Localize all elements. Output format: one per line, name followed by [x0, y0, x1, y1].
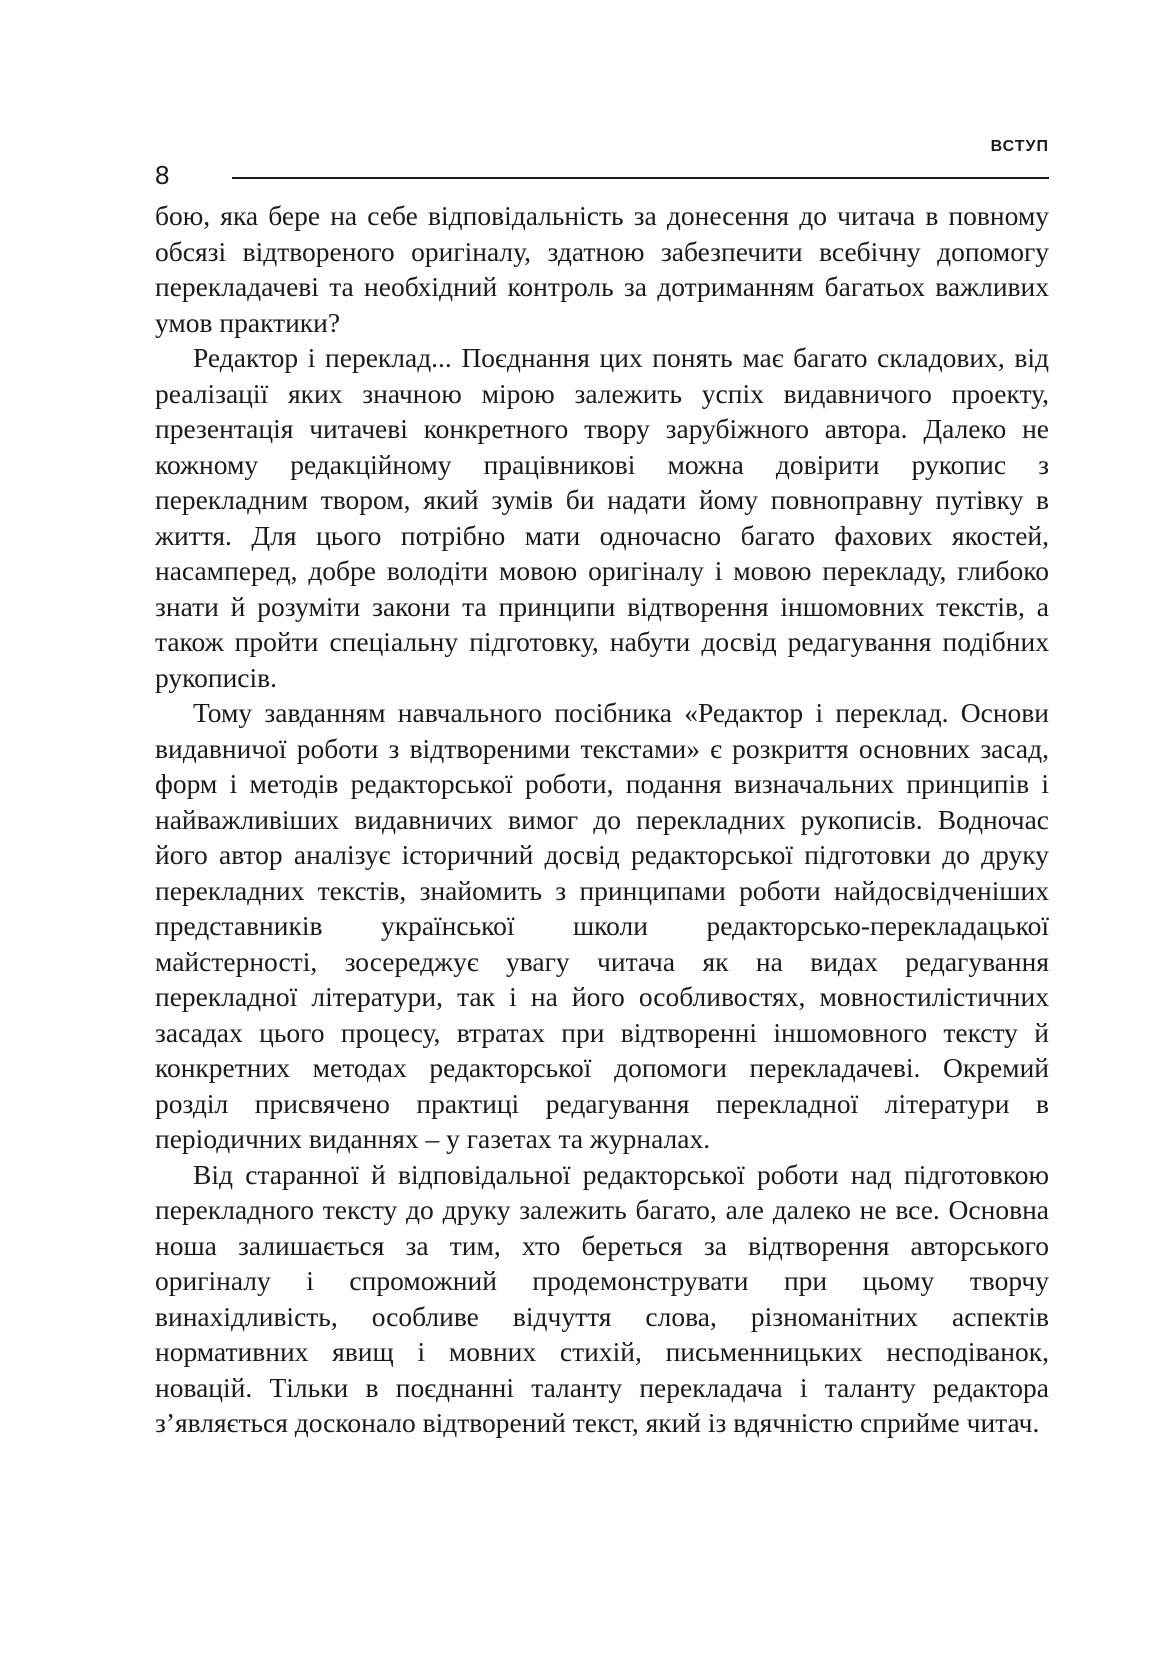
paragraph: Тому завданням навчального посібника «Редактор і переклад. Основи видавничої роботи з відтвореними текстами» є розкриття основних засад, форм і методів редакторської роботи, подання визначальних принципів і найважливіших видавничих вимог до перекладних рукописів. Водночас його автор аналізує історичний досвід редакторської підготовки до друку перекладних текстів, знайомить з принципами роботи найдосвідченіших представників української школи редакторсько-перекладацької майстерності, зосереджує увагу читача як на видах редагування перекладної літератури, так і на його особливостях, мовностилістичних засадах цього процесу, втратах при відтворенні іншомовного тексту й конкретних методах редакторської допомоги перекладачеві. Окремий розділ присвячено практиці редагування перекладної літератури в періодичних виданнях – у газетах та журналах.	[155, 697, 1049, 1154]
body-text	[155, 198, 1049, 1441]
paragraph: Редактор і переклад... Поєднання цих понять має багато складових, від реалізації яких значною мірою залежить успіх видавничого проекту, презентація читачеві конкретного твору зарубіжного автора. Далеко не кожному редакційному працівникові можна довірити рукопис з перекладним твором, який зумів би надати йому повноправну путівку в життя. Для цього потрібно мати одночасно багато фахових якостей, насамперед, добре володіти мовою оригіналу і мовою перекладу, глибоко знати й розуміти закони та принципи відтворення іншомовних текстів, а також пройти спеціальну підготовку, набути досвід редагування подібних рукописів.	[155, 342, 1049, 693]
paragraph-continuation: бою, яка бере на себе відповідальність за донесення до читача в повному обсязі відтвореного оригіналу, здатною забезпечити всебічну допомогу перекладачеві та необхідний контроль за дотриманням багатьох важливих умов практики?	[155, 200, 1049, 338]
header-rule	[232, 177, 1049, 179]
paragraph: Від старанної й відповідальної редакторської роботи над підготовкою перекладного тексту до друку залежить багато, але далеко не все. Основна ноша залишається за тим, хто береться за відтворення авторського оригіналу і спроможний продемонструвати при цьому творчу винахідливість, особливе відчуття слова, різноманітних аспектів нормативних явищ і мовних стихій, письменницьких несподіванок, новацій. Тільки в поєднанні таланту перекладача і таланту редактора з’являється досконало відтворений текст, який із вдячністю сприйме читач.	[155, 1158, 1049, 1438]
page-number: 8	[155, 160, 170, 190]
running-head-section-title: ВСТУП	[990, 138, 1049, 155]
